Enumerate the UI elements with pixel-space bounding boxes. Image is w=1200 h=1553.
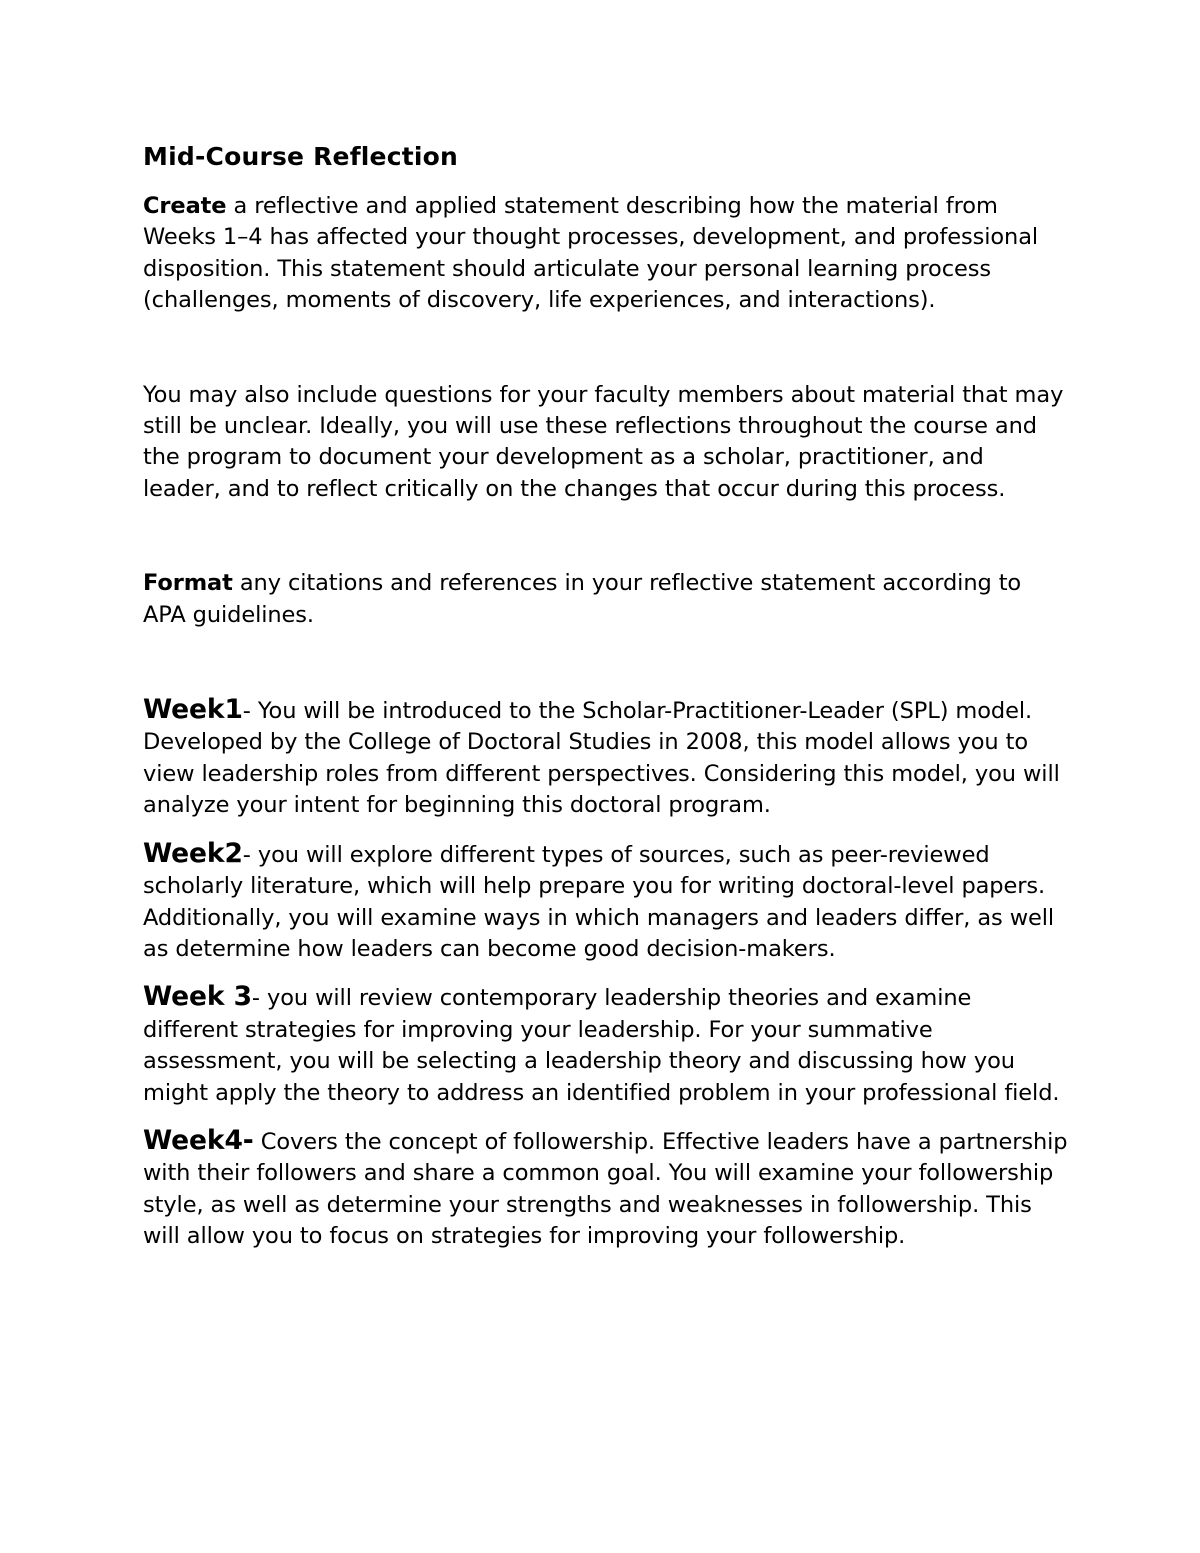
week-2-text: you will explore different types of sources, such as peer-reviewed scholarly literature, which will help prepare you for writing doctoral-level papers. Additionally, you will examine ways in which managers and leaders differ, as well as determine how leaders can become good decision-makers. (143, 841, 1055, 962)
format-lead-word: Format (143, 570, 233, 597)
week-3-label: Week 3 (143, 981, 252, 1013)
week-4-dash (254, 1129, 261, 1155)
week-2-paragraph (143, 838, 1068, 966)
format-paragraph (143, 568, 1068, 631)
intro-text: a reflective and applied statement describing how the material from Weeks 1–4 has affected your thought processes, development, and professional disposition. This statement should articulate your personal learning process (challenges, moments of discovery, life experiences, and interactions). (143, 193, 1039, 314)
week-2-label: Week2 (143, 837, 243, 869)
document-body (143, 140, 1068, 1269)
intro-paragraph (143, 191, 1068, 317)
questions-paragraph: You may also include questions for your faculty members about material that may still be unclear. Ideally, you will use these reflections throughout the course and the program to document your development as a scholar, practitioner, and leader, and to reflect critically on the changes that occur during this process. (143, 381, 1064, 502)
week-1-text: You will be introduced to the Scholar-Practitioner-Leader (SPL) model. Developed by the College of Doctoral Studies in 2008, this model allows you to view leadership roles from different perspectives. Considering this model, you will analyze your intent for beginning this doctoral program. (143, 698, 1060, 819)
week-1-label: Week1 (143, 694, 243, 726)
format-text: any citations and references in your reflective statement according to APA guidelines. (143, 570, 1022, 628)
week-3-paragraph (143, 981, 1068, 1109)
week-1-paragraph (143, 694, 1068, 822)
paragraph-spacer (143, 631, 1068, 694)
document-title: Mid-Course Reflection (143, 142, 459, 171)
paragraph-spacer (143, 317, 1068, 380)
week-4-paragraph (143, 1125, 1068, 1253)
week-3-dash: - (251, 985, 267, 1012)
intro-lead-word: Create (143, 193, 227, 219)
paragraph-spacer (143, 505, 1068, 568)
week-1-dash: - (242, 698, 258, 725)
week-3-text: you will review contemporary leadership theories and examine different strategies for improving your leadership. For your summative assessment, you will be selecting a leadership theory and discussing how you might apply the theory to address an identified problem in your professional field. (143, 985, 1060, 1106)
week-4-text: Covers the concept of followership. Effective leaders have a partnership with their followers and share a common goal. You will examine your followership style, as well as determine your strengths and weaknesses in followership. This will allow you to focus on strategies for improving your followership. (143, 1128, 1068, 1250)
week-4-label: Week4- (143, 1124, 254, 1156)
week-2-dash: - (242, 841, 258, 868)
